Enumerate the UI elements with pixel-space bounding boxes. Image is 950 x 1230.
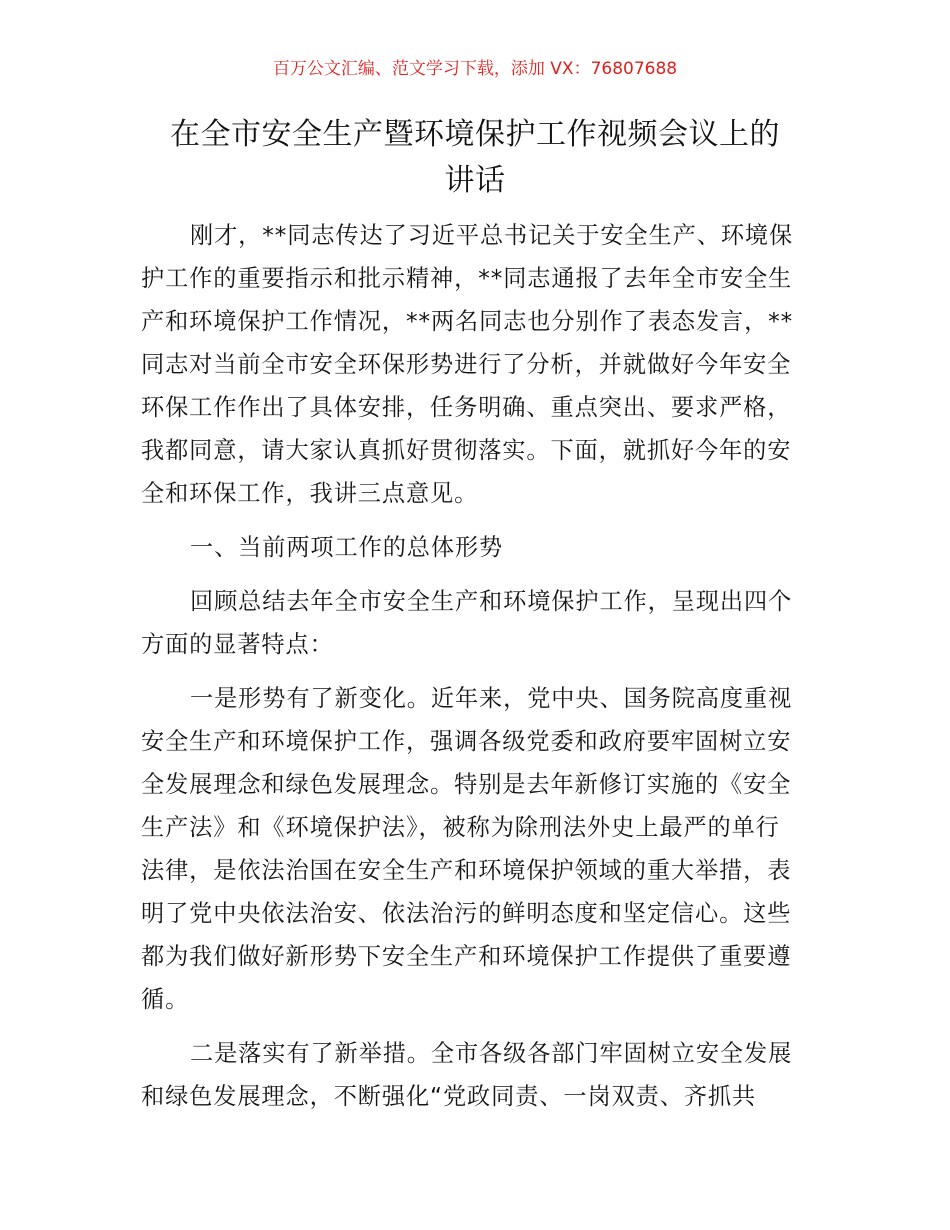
title-line: 在全市安全生产暨环境保护工作视频会议上的 <box>170 117 780 152</box>
title-line: 讲话 <box>444 163 506 198</box>
document-title <box>120 112 830 204</box>
text-line: 方面的显著特点： <box>141 631 334 658</box>
section-heading <box>141 526 821 569</box>
paragraph-point-one <box>141 677 821 1021</box>
text-line: 二是落实有了新举措。全市各级各部门牢固树立安全发展 <box>190 1040 793 1067</box>
text-line: 生产法》和《环境保护法》，被称为除刑法外史上最严的单行 <box>141 814 780 841</box>
text-line: 循。 <box>141 986 190 1013</box>
text-line: 都为我们做好新形势下安全生产和环境保护工作提供了重要遵 <box>141 943 792 970</box>
text-line: 产和环境保护工作情况，**两名同志也分别作了表态发言，** <box>141 308 794 335</box>
document-body <box>141 214 821 1118</box>
text-line: 明了党中央依法治安、依法治污的鲜明态度和坚定信心。这些 <box>141 900 792 927</box>
text-line: 全发展理念和绿色发展理念。特别是去年新修订实施的《安全 <box>141 771 792 798</box>
text-line: 刚才，**同志传达了习近平总书记关于安全生产、环境保 <box>190 222 794 249</box>
text-line: 环保工作作出了具体安排，任务明确、重点突出、要求严格， <box>141 394 792 421</box>
text-line: 我都同意，请大家认真抓好贯彻落实。下面，就抓好今年的安 <box>141 437 792 464</box>
watermark-banner: 百万公文汇编、范文学习下载，添加 VX：76807688 <box>272 59 678 79</box>
text-line: 一是形势有了新变化。近年来，党中央、国务院高度重视 <box>190 685 793 712</box>
text-line: 护工作的重要指示和批示精神，**同志通报了去年全市安全生 <box>141 265 793 292</box>
paragraph-review <box>141 580 821 666</box>
text-line: 回顾总结去年全市安全生产和环境保护工作，呈现出四个 <box>190 588 793 615</box>
paragraph-intro <box>141 214 821 515</box>
paragraph-point-two <box>141 1032 821 1118</box>
text-line: 安全生产和环境保护工作，强调各级党委和政府要牢固树立安 <box>141 728 792 755</box>
text-line: 法律，是依法治国在安全生产和环境保护领域的重大举措，表 <box>141 857 792 884</box>
heading-line: 一、当前两项工作的总体形势 <box>190 534 504 561</box>
text-line: 和绿色发展理念，不断强化“党政同责、一岗双责、齐抓共 <box>141 1083 757 1110</box>
text-line: 全和环保工作，我讲三点意见。 <box>141 480 479 507</box>
text-line: 同志对当前全市安全环保形势进行了分析，并就做好今年安全 <box>141 351 792 378</box>
